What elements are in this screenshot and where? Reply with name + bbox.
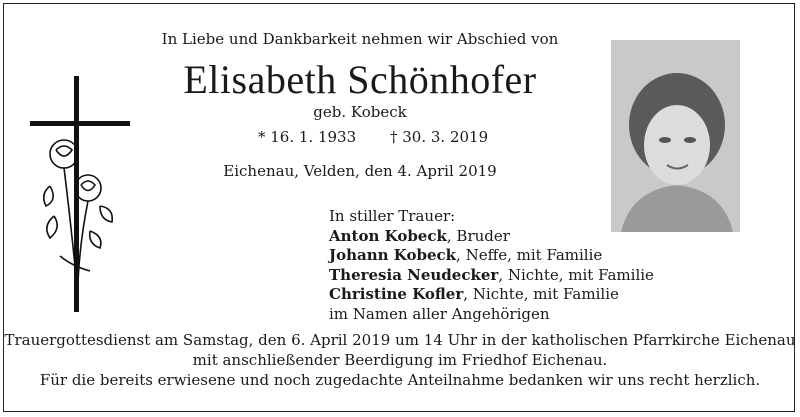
maiden-name: geb. Kobeck — [313, 103, 407, 121]
service-line: Trauergottesdienst am Samstag, den 6. April 2019 um 14 Uhr in der katholischen Pfarrkirche Eichenau — [4, 331, 796, 349]
mourner-name: Theresia Neudecker — [329, 265, 499, 284]
mourner-row — [329, 227, 654, 247]
mourner-relation: , Bruder — [446, 226, 510, 245]
service-info — [0, 330, 800, 390]
intro-text: In Liebe und Dankbarkeit nehmen wir Abschied von — [161, 30, 559, 48]
mourner-row — [329, 266, 654, 286]
birth-date: * 16. 1. 1933 — [258, 128, 357, 146]
mourner-name: Anton Kobeck — [329, 226, 447, 245]
thanks-line: Für die bereits erwiesene und noch zugedachte Anteilnahme bedanken wir uns recht herzlich. — [39, 371, 761, 389]
mourner-relation: , Neffe, mit Familie — [456, 246, 603, 264]
cross-with-roses-icon — [30, 76, 130, 312]
service-line: mit anschließender Beerdigung im Friedhof Eichenau. — [192, 351, 608, 369]
mourner-relation: , Nichte, mit Familie — [463, 285, 619, 303]
mourner-row — [329, 246, 654, 266]
mourners-heading: In stiller Trauer: — [329, 207, 456, 225]
mourner-name: Christine Kofler — [329, 285, 464, 303]
death-date: † 30. 3. 2019 — [390, 128, 489, 146]
place-date: Eichenau, Velden, den 4. April 2019 — [223, 162, 497, 180]
portrait-photo — [611, 40, 740, 232]
mourner-name: Johann Kobeck — [329, 246, 457, 264]
mourners-block — [329, 207, 654, 324]
mourner-row — [329, 285, 654, 305]
deceased-name: Elisabeth Schönhofer — [183, 57, 537, 102]
mourners-footer: im Namen aller Angehörigen — [329, 304, 550, 323]
mourner-relation: , Nichte, mit Familie — [498, 265, 654, 284]
